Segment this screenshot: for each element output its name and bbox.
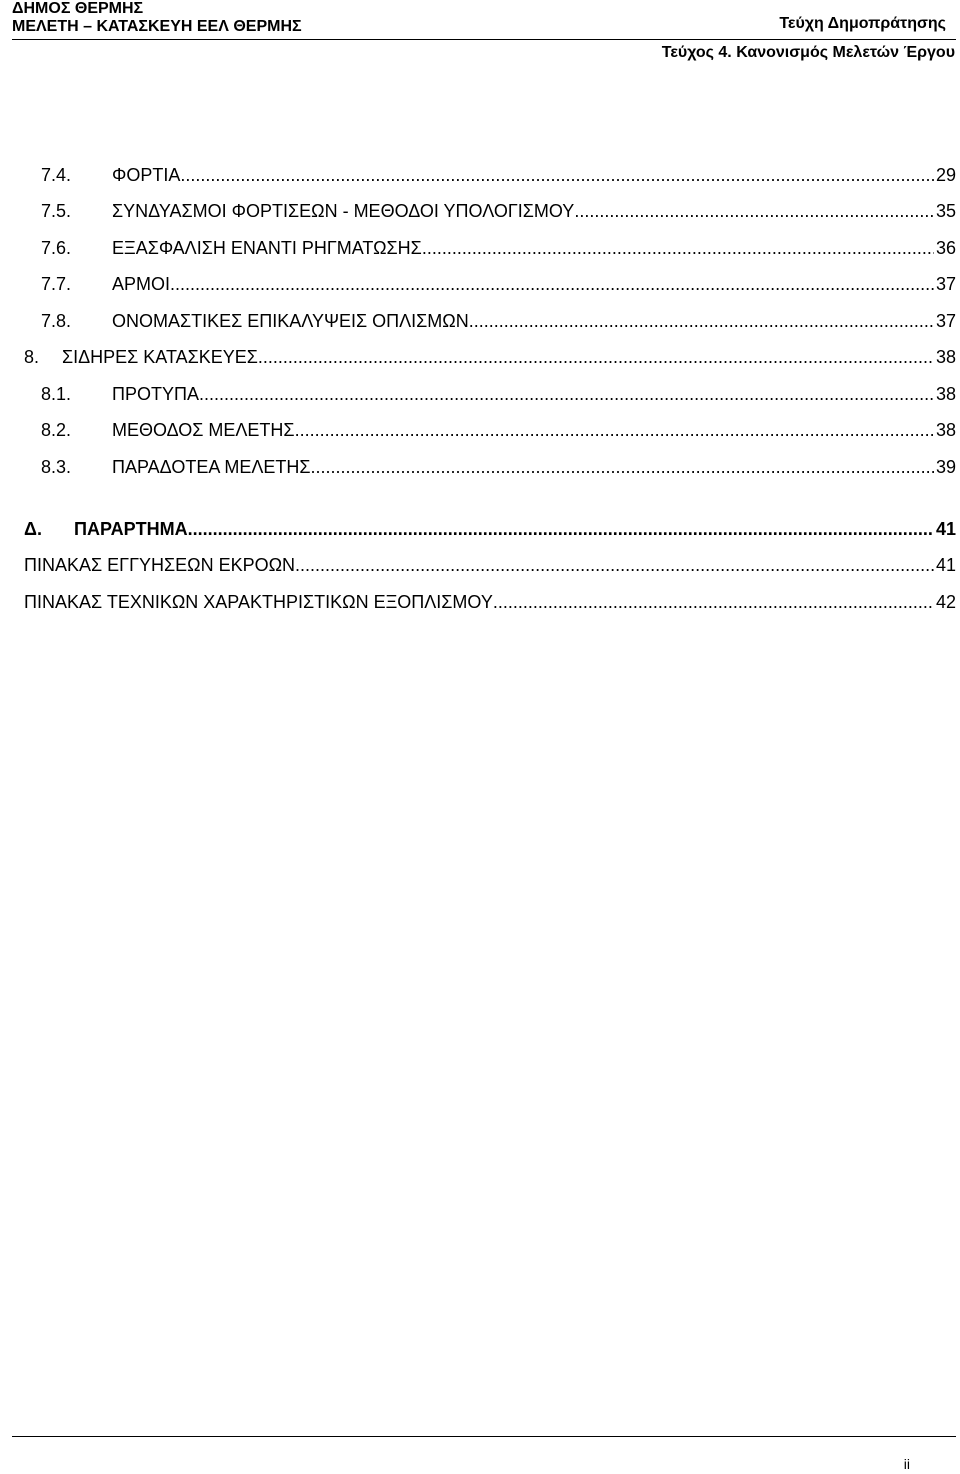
toc-entry-page: 41 [935, 555, 956, 575]
toc-entry-page: 38 [935, 420, 956, 440]
toc-entry-number: 7.5. [41, 201, 72, 221]
toc-entry-page: 42 [935, 592, 956, 612]
toc-entry-page: 37 [935, 274, 956, 294]
toc-entry-page: 35 [935, 201, 956, 221]
toc-entry-title: ΟΝΟΜΑΣΤΙΚΕΣ ΕΠΙΚΑΛΥΨΕΙΣ ΟΠΛΙΣΜΩΝ [112, 311, 469, 331]
toc-entry[interactable] [24, 553, 956, 577]
toc-entry-number: 8.2. [41, 420, 72, 440]
toc-entry-page: 37 [935, 311, 956, 331]
header-series: Τεύχη Δημοπράτησης [779, 15, 946, 32]
toc-entry-title: ΣΙΔΗΡΕΣ ΚΑΤΑΣΚΕΥΕΣ [62, 347, 258, 367]
toc-entry[interactable] [24, 345, 956, 369]
toc-entry-page: 29 [935, 165, 956, 185]
toc-entry-number: 7.7. [41, 274, 72, 294]
toc-entry-title: ΕΞΑΣΦΑΛΙΣΗ ΕΝΑΝΤΙ ΡΗΓΜΑΤΩΣΗΣ [112, 238, 422, 258]
header-divider [12, 39, 956, 40]
toc-entry-number: 7.4. [41, 165, 72, 185]
toc-entry[interactable] [41, 309, 956, 333]
header-org: ΔΗΜΟΣ ΘΕΡΜΗΣ [12, 0, 144, 17]
toc-entry-title: ΜΕΘΟΔΟΣ ΜΕΛΕΤΗΣ [112, 420, 295, 440]
toc-entry[interactable] [41, 163, 956, 187]
toc-entry-title: ΠΑΡΑΔΟΤΕΑ ΜΕΛΕΤΗΣ [112, 457, 311, 477]
toc-entry-page: 41 [935, 519, 956, 539]
header-volume: Τεύχος 4. Κανονισμός Μελετών Έργου [661, 44, 955, 61]
toc-entry[interactable] [41, 272, 956, 296]
footer-divider [12, 1436, 956, 1437]
toc-entry-title: ΠΡΟΤΥΠΑ [112, 384, 200, 404]
toc-leader-dots [493, 590, 934, 614]
toc-entry-number: 7.6. [41, 238, 72, 258]
toc-entry-title: ΠΙΝΑΚΑΣ ΤΕΧΝΙΚΩΝ ΧΑΡΑΚΤΗΡΙΣΤΙΚΩΝ ΕΞΟΠΛΙΣΜΟΥ [24, 592, 493, 612]
toc-entry-page: 36 [935, 238, 956, 258]
toc-entry[interactable] [41, 382, 956, 406]
toc-leader-dots [295, 553, 934, 577]
toc-entry-page: 39 [935, 457, 956, 477]
toc-leader-dots [469, 309, 934, 333]
page-number: ii [903, 1456, 910, 1472]
toc-entry-title: ΠΙΝΑΚΑΣ ΕΓΓΥΗΣΕΩΝ ΕΚΡΟΩΝ [24, 555, 296, 575]
toc-leader-dots [199, 382, 934, 406]
toc-entry-number: 8. [24, 347, 40, 367]
toc-entry-number: Δ. [24, 519, 42, 539]
toc-leader-dots [170, 272, 934, 296]
toc-entry-number: 8.3. [41, 457, 72, 477]
toc-entry-number: 8.1. [41, 384, 72, 404]
toc-leader-dots [422, 236, 934, 260]
toc-entry[interactable] [41, 418, 956, 442]
toc-entry-title: ΠΑΡΑΡΤΗΜΑ [74, 519, 188, 539]
toc-leader-dots [188, 517, 934, 541]
toc-leader-dots [295, 418, 934, 442]
toc-entry-page: 38 [935, 384, 956, 404]
page-header [12, 0, 956, 41]
header-project: ΜΕΛΕΤΗ – ΚΑΤΑΣΚΕΥΗ ΕΕΛ ΘΕΡΜΗΣ [12, 18, 302, 35]
toc-entry[interactable] [41, 199, 956, 223]
toc-entry[interactable] [41, 236, 956, 260]
toc-entry[interactable] [41, 455, 956, 479]
toc-entry-appendix[interactable] [24, 517, 956, 541]
toc-entry-title: ΣΥΝΔΥΑΣΜΟΙ ΦΟΡΤΙΣΕΩΝ - ΜΕΘΟΔΟΙ ΥΠΟΛΟΓΙΣΜΟΥ [112, 201, 575, 221]
toc-entry[interactable] [24, 590, 956, 614]
toc-entry-number: 7.8. [41, 311, 72, 331]
toc-entry-title: ΑΡΜΟΙ [112, 274, 171, 294]
toc-leader-dots [574, 199, 934, 223]
header-left [12, 0, 302, 36]
toc-entry-page: 38 [935, 347, 956, 367]
toc-entry-title: ΦΟΡΤΙΑ [112, 165, 181, 185]
toc-leader-dots [258, 345, 934, 369]
toc-leader-dots [311, 455, 934, 479]
toc-leader-dots [180, 163, 934, 187]
